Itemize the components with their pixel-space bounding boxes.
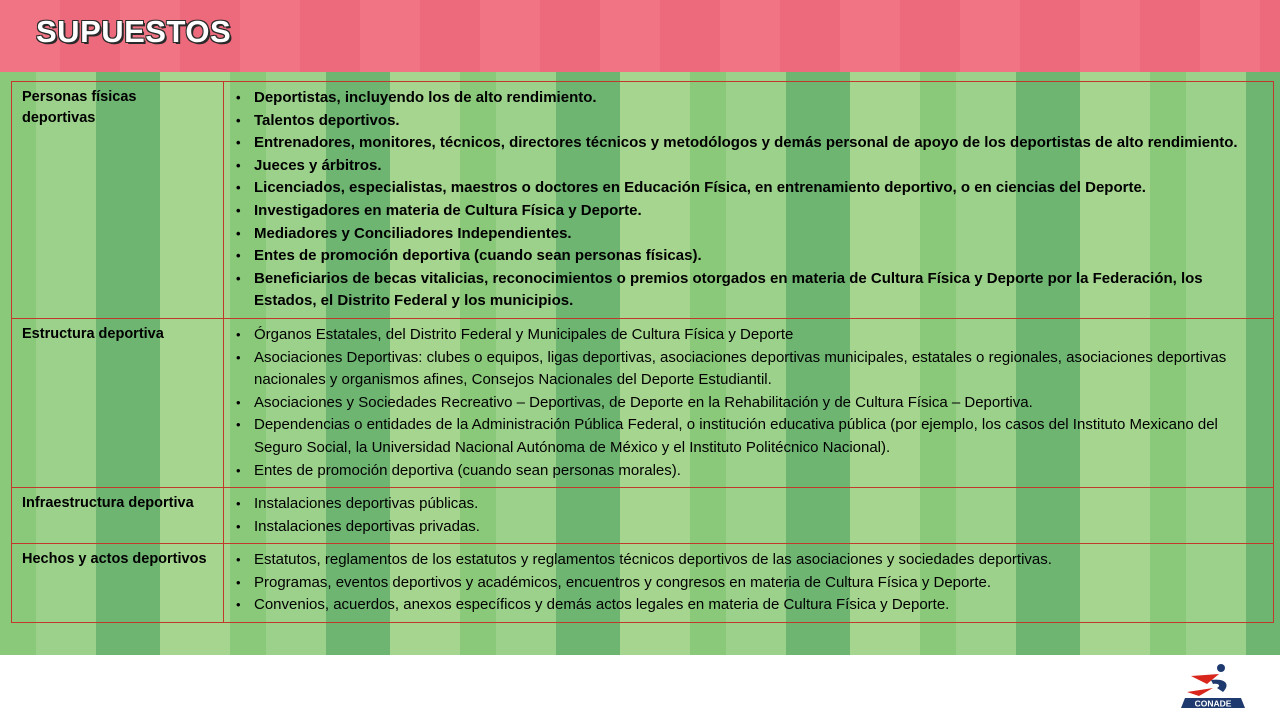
- row-label: Infraestructura deportiva: [12, 488, 224, 544]
- list-item: • Órganos Estatales, del Distrito Federal y Municipales de Cultura Física y Deporte: [254, 324, 1263, 347]
- bullet-list: [234, 324, 1263, 482]
- list-item: • Dependencias o entidades de la Administración Pública Federal, o institución educativa pública (por ejemplo, los casos del Instituto Mexicano del Seguro Social, la Universidad Nacional Autónoma de México y el Instituto Politécnico Nacional).: [254, 414, 1263, 459]
- bullet-list: [234, 87, 1263, 313]
- list-item: • Asociaciones y Sociedades Recreativo – Deportivas, de Deporte en la Rehabilitación y de Cultura Física – Deportiva.: [254, 392, 1263, 415]
- page-title: SUPUESTOS: [36, 14, 232, 49]
- table-row-personas: [12, 82, 1274, 319]
- list-item: • Entes de promoción deportiva (cuando sean personas morales).: [254, 460, 1263, 483]
- list-item: • Instalaciones deportivas privadas.: [254, 516, 1263, 539]
- list-item: • Talentos deportivos.: [254, 110, 1263, 133]
- supuestos-table: [11, 81, 1274, 623]
- list-item: • Mediadores y Conciliadores Independientes.: [254, 223, 1263, 246]
- table-row-estructura: [12, 318, 1274, 487]
- row-items: [224, 488, 1274, 544]
- conade-logo-icon: [1177, 662, 1249, 710]
- table-row-hechos: [12, 544, 1274, 623]
- row-label: Estructura deportiva: [12, 318, 224, 487]
- title-banner: [0, 0, 1280, 72]
- list-item: • Investigadores en materia de Cultura Física y Deporte.: [254, 200, 1263, 223]
- list-item: • Convenios, acuerdos, anexos específicos y demás actos legales en materia de Cultura Física y Deporte.: [254, 594, 1263, 617]
- table-row-infraestructura: [12, 488, 1274, 544]
- row-label: Personas físicas deportivas: [12, 82, 224, 319]
- conade-logo-graphic: [1177, 662, 1249, 710]
- row-items: [224, 318, 1274, 487]
- list-item: • Instalaciones deportivas públicas.: [254, 493, 1263, 516]
- row-items: [224, 82, 1274, 319]
- list-item: • Beneficiarios de becas vitalicias, reconocimientos o premios otorgados en materia de Cultura Física y Deporte por la Federación, los Estados, el Distrito Federal y los municipios.: [254, 268, 1263, 313]
- list-item: • Programas, eventos deportivos y académicos, encuentros y congresos en materia de Cultura Física y Deporte.: [254, 572, 1263, 595]
- list-item: • Entrenadores, monitores, técnicos, directores técnicos y metodólogos y demás personal de apoyo de los deportistas de alto rendimiento.: [254, 132, 1263, 155]
- logo-text: CONADE: [1194, 698, 1232, 709]
- bullet-list: [234, 549, 1263, 617]
- bullet-list: [234, 493, 1263, 538]
- list-item: • Asociaciones Deportivas: clubes o equipos, ligas deportivas, asociaciones deportivas municipales, estatales o regionales, asociaciones deportivas nacionales y organismos afines, Consejos Nacionales del Deporte Estudiantil.: [254, 347, 1263, 392]
- list-item: • Deportistas, incluyendo los de alto rendimiento.: [254, 87, 1263, 110]
- row-label: Hechos y actos deportivos: [12, 544, 224, 623]
- row-items: [224, 544, 1274, 623]
- list-item: • Jueces y árbitros.: [254, 155, 1263, 178]
- list-item: • Estatutos, reglamentos de los estatutos y reglamentos técnicos deportivos de las asociaciones y sociedades deportivas.: [254, 549, 1263, 572]
- list-item: • Licenciados, especialistas, maestros o doctores en Educación Física, en entrenamiento deportivo, o en ciencias del Deporte.: [254, 177, 1263, 200]
- list-item: • Entes de promoción deportiva (cuando sean personas físicas).: [254, 245, 1263, 268]
